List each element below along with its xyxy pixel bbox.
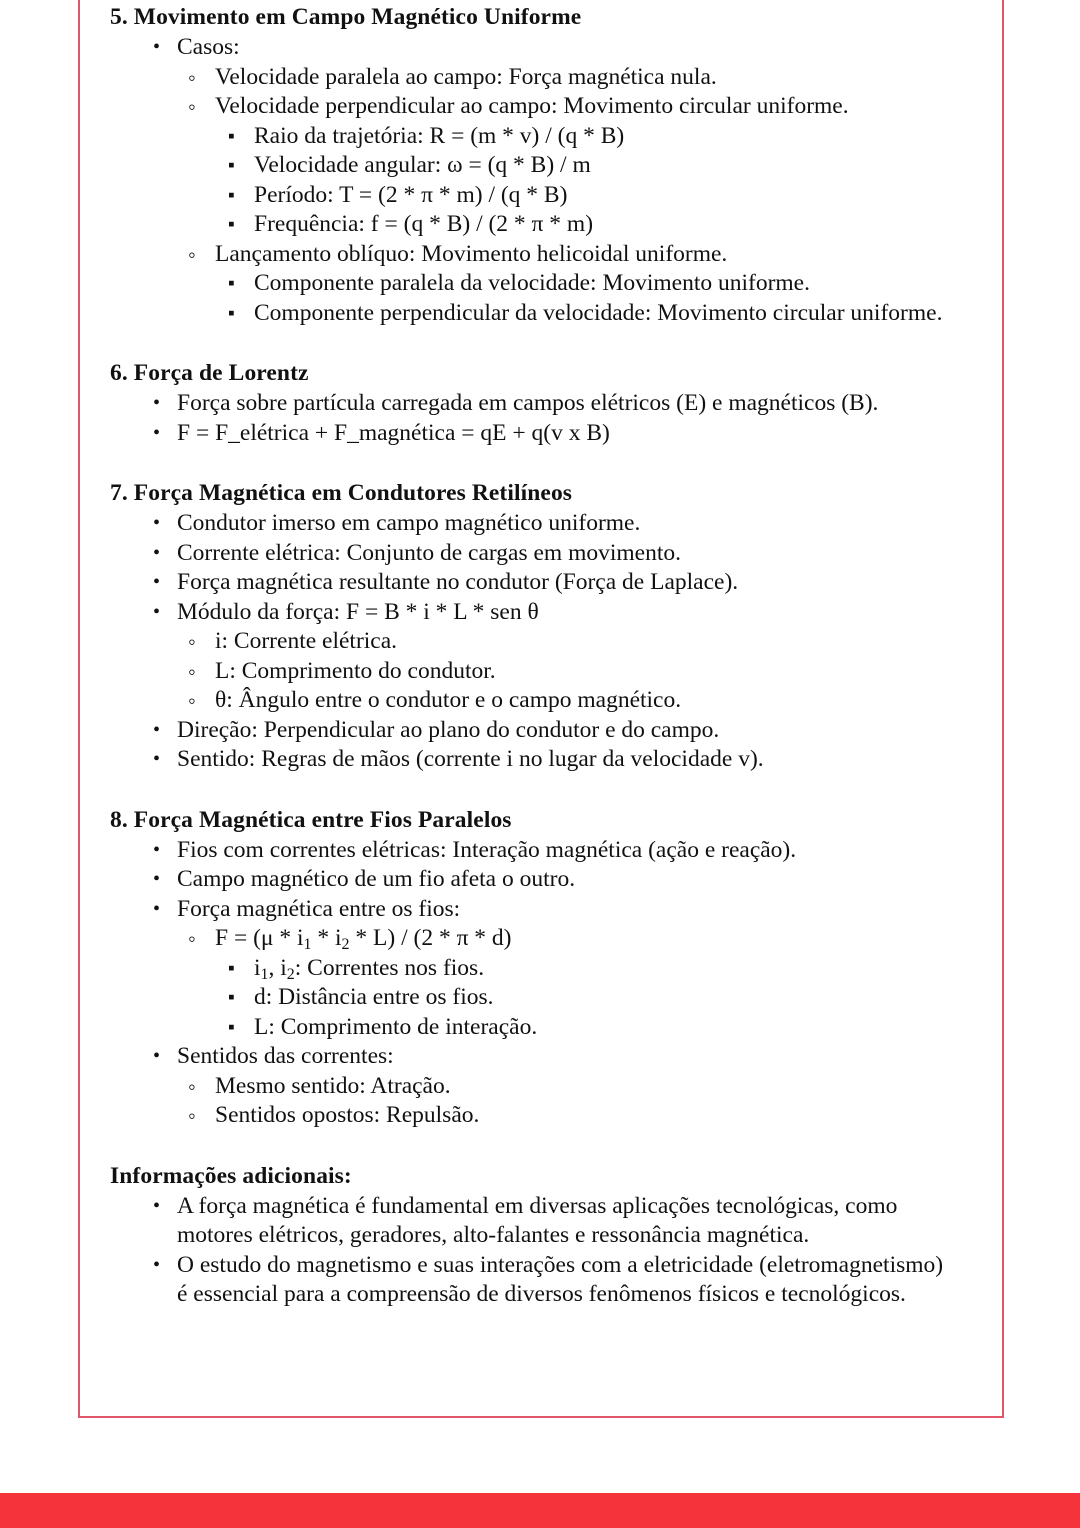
- list-item: [215, 954, 956, 984]
- section-6-forca-de-lorentz: [110, 358, 956, 448]
- list-item-text-frequencia-f-q-b-2-m: ▪ Frequência: f = (q * B) / (2 * π * m): [254, 210, 956, 240]
- list-item-text-forca-sobre-particula-carregada-em-campo: • Força sobre partícula carregada em campos elétricos (E) e magnéticos (B).: [177, 389, 956, 419]
- list-item-text-fios-com-correntes-eletricas-interacao-m: • Fios com correntes elétricas: Interação magnética (ação e reação).: [177, 836, 956, 866]
- list-item-text-direcao-perpendicular-ao-plano-do-condut: • Direção: Perpendicular ao plano do condutor e do campo.: [177, 716, 956, 746]
- list-item-text-d-distancia-entre-os-fios: ▪ d: Distância entre os fios.: [254, 983, 956, 1013]
- list-item: [110, 509, 956, 539]
- list-item-text-forca-magnetica-resultante-no-condutor-f: • Força magnética resultante no condutor (Força de Laplace).: [177, 568, 956, 598]
- list-item-text-campo-magnetico-de-um-fio-afeta-o-outro: • Campo magnético de um fio afeta o outro.: [177, 865, 956, 895]
- section-heading: 6. Força de Lorentz: [110, 360, 309, 386]
- list-item-text-forca-magnetica-entre-os-fios: • Força magnética entre os fios:: [177, 895, 956, 925]
- list-item-text-modulo-da-forca-f-b-i-l-sen: • Módulo da força: F = B * i * L * sen θ: [177, 598, 956, 628]
- list-item-text-periodo-t-2-m-q-b: ▪ Período: T = (2 * π * m) / (q * B): [254, 181, 956, 211]
- list-item-text-a-forca-magnetica-e-fundamental-em-diver: • A força magnética é fundamental em diversas aplicações tecnológicas, como motores elétricos, geradores, alto-falantes e ressonância magnética.: [177, 1192, 956, 1251]
- list-item-text-i1-i2-correntes-nos-fios: ▪ $i_1$, $i_2$: Correntes nos fios.: [254, 954, 956, 984]
- list-item-text-lancamento-obliquo-movimento-helicoidal-: ◦ Lançamento oblíquo: Movimento helicoidal uniforme.: [215, 240, 956, 270]
- list-item: [177, 92, 956, 240]
- list-item: [215, 299, 956, 329]
- list-item-text-i-corrente-eletrica: ◦ i: Corrente elétrica.: [215, 627, 956, 657]
- list-item-text-l-comprimento-do-condutor: ◦ L: Comprimento do condutor.: [215, 657, 956, 687]
- list-item: [177, 240, 956, 329]
- list-item: [110, 1251, 956, 1310]
- bullet-list-level-2: [177, 63, 956, 329]
- list-item: [110, 836, 956, 866]
- list-item: [177, 924, 956, 1042]
- list-item: [215, 151, 956, 181]
- list-item: [177, 63, 956, 93]
- bullet-list-level-3: [215, 122, 956, 240]
- list-item-text-angulo-entre-o-condutor-e-o-campo-magnet: ◦ θ: Ângulo entre o condutor e o campo magnético.: [215, 686, 956, 716]
- list-item: [215, 122, 956, 152]
- list-item: [110, 895, 956, 1043]
- section-5-movimento-em-campo-magnetico-uniforme: [110, 2, 956, 328]
- list-item-text-o-estudo-do-magnetismo-e-suas-interacoes: • O estudo do magnetismo e suas interações com a eletricidade (eletromagnetismo) é essencial para a compreensão de diversos fenômenos físicos e tecnológicos.: [177, 1251, 956, 1310]
- list-item: [110, 745, 956, 775]
- list-item: [110, 419, 956, 449]
- list-item-text-corrente-eletrica-conjunto-de-cargas-em-: • Corrente elétrica: Conjunto de cargas em movimento.: [177, 539, 956, 569]
- list-item-text-f-f-eletrica-f-magnetica-qe-q-v-x-b: • F = F_elétrica + F_magnética = qE + q(v x B): [177, 419, 956, 449]
- list-item: [110, 598, 956, 716]
- list-item-text-componente-perpendicular-da-velocidade-m: ▪ Componente perpendicular da velocidade: Movimento circular uniforme.: [254, 299, 956, 329]
- list-item: [215, 269, 956, 299]
- bullet-list-level-1: [110, 509, 956, 775]
- list-item: [110, 33, 956, 328]
- bullet-list-level-2: [177, 924, 956, 1042]
- list-item: [177, 686, 956, 716]
- list-item-text-velocidade-paralela-ao-campo-forca-magne: ◦ Velocidade paralela ao campo: Força magnética nula.: [215, 63, 956, 93]
- section-heading: 7. Força Magnética em Condutores Retilíneos: [110, 480, 573, 506]
- list-item-text-sentido-regras-de-maos-corrente-i-no-lug: • Sentido: Regras de mãos (corrente i no lugar da velocidade v).: [177, 745, 956, 775]
- list-item-text-mesmo-sentido-atracao: ◦ Mesmo sentido: Atração.: [215, 1072, 956, 1102]
- list-item: [177, 1101, 956, 1131]
- list-item: [177, 627, 956, 657]
- list-item-text-velocidade-angular-q-b-m: ▪ Velocidade angular: ω = (q * B) / m: [254, 151, 956, 181]
- document-body: [110, 2, 956, 1310]
- section-7-forca-magnetica-em-condutores-retiline: [110, 478, 956, 775]
- list-item: [110, 1042, 956, 1131]
- list-item: [110, 568, 956, 598]
- list-item-text-f-i1-i2-l-2-d: ◦ $F = (\mu * i_1 * i_2 * L) / (2 * \pi * d)$: [215, 924, 956, 954]
- list-item: [110, 389, 956, 419]
- list-item: [215, 181, 956, 211]
- list-item: [215, 1013, 956, 1043]
- list-item: [110, 716, 956, 746]
- list-item-text-casos: • Casos:: [177, 33, 956, 63]
- bullet-list-level-1: [110, 836, 956, 1131]
- section-8-forca-magnetica-entre-fios-paralelos: [110, 805, 956, 1131]
- list-item: [177, 657, 956, 687]
- bullet-list-level-3: [215, 954, 956, 1043]
- bullet-list-level-1: [110, 33, 956, 328]
- section-heading: 8. Força Magnética entre Fios Paralelos: [110, 806, 512, 833]
- section-informacoes-adicionais: [110, 1161, 956, 1310]
- list-item: [110, 865, 956, 895]
- bullet-list-level-3: [215, 269, 956, 328]
- list-item: [110, 539, 956, 569]
- list-item: [110, 1192, 956, 1251]
- bullet-list-level-1: [110, 1192, 956, 1310]
- bullet-list-level-2: [177, 1072, 956, 1131]
- list-item-text-l-comprimento-de-interacao: ▪ L: Comprimento de interação.: [254, 1013, 956, 1043]
- list-item: [177, 1072, 956, 1102]
- list-item: [215, 983, 956, 1013]
- bottom-accent-bar: [0, 1493, 1080, 1528]
- list-item-text-raio-da-trajetoria-r-m-v-q-b: ▪ Raio da trajetória: R = (m * v) / (q * B): [254, 122, 956, 152]
- list-item-text-condutor-imerso-em-campo-magnetico-unifo: • Condutor imerso em campo magnético uniforme.: [177, 509, 956, 539]
- bullet-list-level-2: [177, 627, 956, 716]
- section-heading: Informações adicionais:: [110, 1162, 352, 1189]
- list-item: [215, 210, 956, 240]
- document-content-box: [78, 0, 1004, 1418]
- list-item-text-velocidade-perpendicular-ao-campo-movime: ◦ Velocidade perpendicular ao campo: Movimento circular uniforme.: [215, 92, 956, 122]
- list-item-text-componente-paralela-da-velocidade-movime: ▪ Componente paralela da velocidade: Movimento uniforme.: [254, 269, 956, 299]
- bullet-list-level-1: [110, 389, 956, 448]
- list-item-text-sentidos-das-correntes: • Sentidos das correntes:: [177, 1042, 956, 1072]
- list-item-text-sentidos-opostos-repulsao: ◦ Sentidos opostos: Repulsão.: [215, 1101, 956, 1131]
- section-heading: 5. Movimento em Campo Magnético Uniforme: [110, 4, 582, 30]
